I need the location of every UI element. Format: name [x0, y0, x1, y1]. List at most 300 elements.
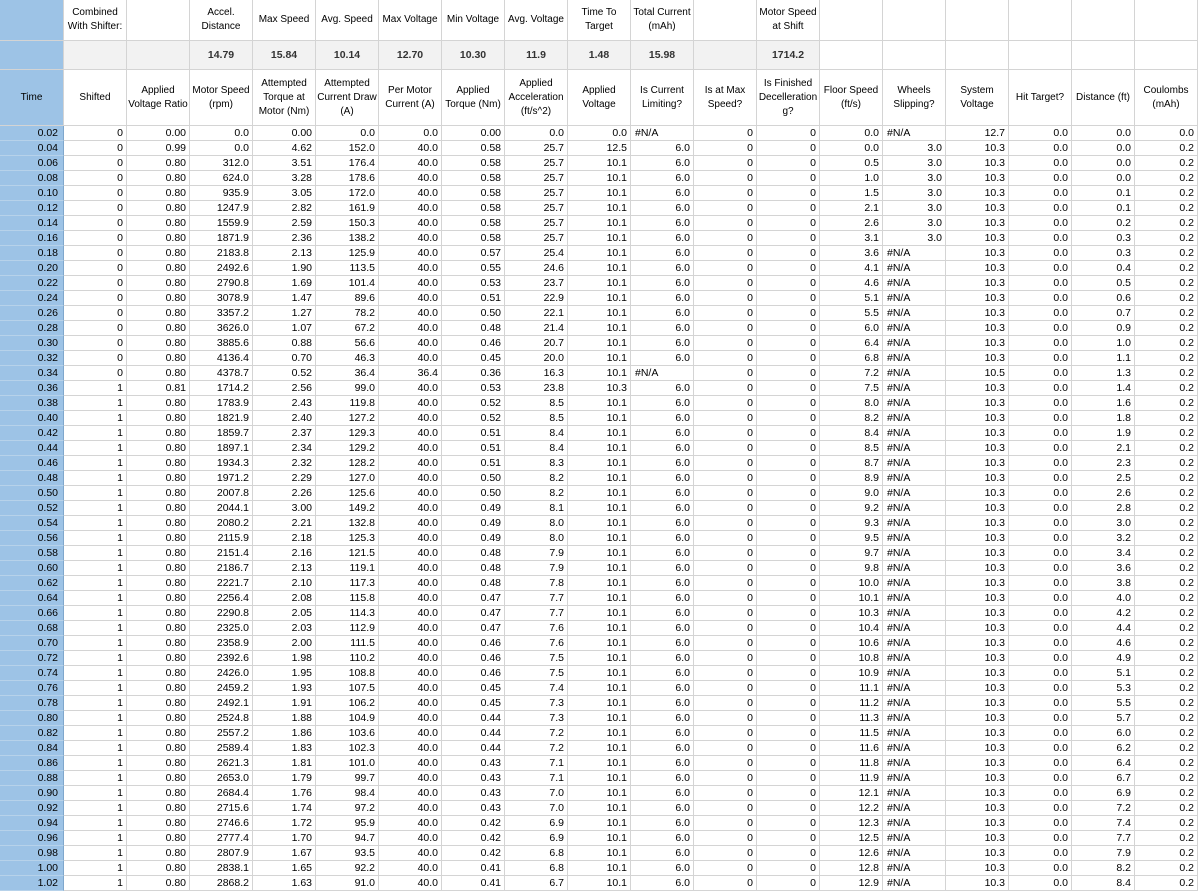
column-header[interactable]: Motor Speed (rpm) [190, 70, 253, 126]
data-cell[interactable]: 0.0 [316, 126, 379, 141]
data-cell[interactable]: 40.0 [379, 546, 442, 561]
time-cell[interactable]: 0.48 [0, 471, 64, 486]
data-cell[interactable]: #N/A [883, 876, 946, 891]
data-cell[interactable]: 40.0 [379, 471, 442, 486]
data-cell[interactable]: 0 [694, 606, 757, 621]
data-cell[interactable]: 25.4 [505, 246, 568, 261]
data-cell[interactable]: 129.2 [316, 441, 379, 456]
data-cell[interactable]: 2.16 [253, 546, 316, 561]
data-cell[interactable]: 0.49 [442, 516, 505, 531]
data-cell[interactable]: 10.1 [568, 741, 631, 756]
empty-cell[interactable] [883, 41, 946, 70]
data-cell[interactable]: 0 [694, 291, 757, 306]
data-cell[interactable]: 0.2 [1135, 591, 1198, 606]
data-cell[interactable]: 0.2 [1135, 861, 1198, 876]
data-cell[interactable]: 0.80 [127, 321, 190, 336]
data-cell[interactable]: 1 [64, 861, 127, 876]
data-cell[interactable]: 0 [694, 771, 757, 786]
data-cell[interactable]: 0 [757, 156, 820, 171]
data-cell[interactable]: 40.0 [379, 426, 442, 441]
data-cell[interactable]: 0.0 [1009, 156, 1072, 171]
data-cell[interactable]: 0.2 [1135, 846, 1198, 861]
empty-cell[interactable] [1072, 41, 1135, 70]
data-cell[interactable]: 8.7 [820, 456, 883, 471]
data-cell[interactable]: 0 [694, 786, 757, 801]
data-cell[interactable]: 1.69 [253, 276, 316, 291]
data-cell[interactable]: 12.5 [568, 141, 631, 156]
data-cell[interactable]: 0.80 [127, 276, 190, 291]
data-cell[interactable]: #N/A [883, 786, 946, 801]
data-cell[interactable]: 6.0 [631, 801, 694, 816]
data-cell[interactable]: #N/A [883, 486, 946, 501]
data-cell[interactable]: 0.2 [1135, 756, 1198, 771]
data-cell[interactable]: 0 [694, 321, 757, 336]
data-cell[interactable]: 99.7 [316, 771, 379, 786]
data-cell[interactable]: 0.50 [442, 306, 505, 321]
data-cell[interactable]: 10.1 [820, 591, 883, 606]
data-cell[interactable]: 0.1 [1072, 186, 1135, 201]
data-cell[interactable]: 23.7 [505, 276, 568, 291]
empty-cell[interactable] [1135, 41, 1198, 70]
data-cell[interactable]: 40.0 [379, 306, 442, 321]
data-cell[interactable]: 8.4 [820, 426, 883, 441]
data-cell[interactable]: 3.0 [883, 201, 946, 216]
data-cell[interactable]: #N/A [883, 411, 946, 426]
data-cell[interactable]: 40.0 [379, 336, 442, 351]
data-cell[interactable]: 0.0 [1009, 831, 1072, 846]
time-cell[interactable]: 1.00 [0, 861, 64, 876]
data-cell[interactable]: 4136.4 [190, 351, 253, 366]
data-cell[interactable]: 0.7 [1072, 306, 1135, 321]
data-cell[interactable]: 1714.2 [190, 381, 253, 396]
data-cell[interactable]: #N/A [883, 621, 946, 636]
data-cell[interactable]: 11.5 [820, 726, 883, 741]
data-cell[interactable]: 10.1 [568, 756, 631, 771]
data-cell[interactable]: 1 [64, 396, 127, 411]
data-cell[interactable]: 129.3 [316, 426, 379, 441]
data-cell[interactable]: 10.3 [946, 171, 1009, 186]
data-cell[interactable]: 12.5 [820, 831, 883, 846]
data-cell[interactable]: 6.0 [631, 681, 694, 696]
data-cell[interactable]: 0.51 [442, 426, 505, 441]
data-cell[interactable]: #N/A [883, 726, 946, 741]
data-cell[interactable]: 0.0 [1009, 231, 1072, 246]
data-cell[interactable]: 0 [757, 126, 820, 141]
data-cell[interactable]: 0 [694, 141, 757, 156]
data-cell[interactable]: 108.8 [316, 666, 379, 681]
data-cell[interactable]: 0.42 [442, 831, 505, 846]
data-cell[interactable]: 25.7 [505, 201, 568, 216]
data-cell[interactable]: 0.42 [442, 816, 505, 831]
data-cell[interactable]: 0.0 [1009, 426, 1072, 441]
data-cell[interactable]: 1 [64, 726, 127, 741]
data-cell[interactable]: 0 [64, 336, 127, 351]
data-cell[interactable]: 0.58 [442, 231, 505, 246]
data-cell[interactable]: 0 [757, 696, 820, 711]
data-cell[interactable]: 40.0 [379, 381, 442, 396]
data-cell[interactable]: 0 [757, 801, 820, 816]
data-cell[interactable]: 16.3 [505, 366, 568, 381]
data-cell[interactable]: 0 [694, 861, 757, 876]
data-cell[interactable]: 6.0 [631, 726, 694, 741]
data-cell[interactable]: 0.2 [1135, 576, 1198, 591]
data-cell[interactable]: 0.53 [442, 276, 505, 291]
data-cell[interactable]: 40.0 [379, 171, 442, 186]
data-cell[interactable]: 0 [694, 876, 757, 891]
data-cell[interactable]: 10.1 [568, 876, 631, 891]
data-cell[interactable]: 0.48 [442, 561, 505, 576]
data-cell[interactable]: 10.9 [820, 666, 883, 681]
data-cell[interactable]: 2.00 [253, 636, 316, 651]
data-cell[interactable]: 6.0 [631, 396, 694, 411]
time-cell[interactable]: 0.44 [0, 441, 64, 456]
data-cell[interactable]: 22.9 [505, 291, 568, 306]
data-cell[interactable]: 10.1 [568, 636, 631, 651]
data-cell[interactable]: 0.52 [253, 366, 316, 381]
data-cell[interactable]: 107.5 [316, 681, 379, 696]
data-cell[interactable]: 1 [64, 606, 127, 621]
data-cell[interactable]: 0 [757, 351, 820, 366]
data-cell[interactable]: 40.0 [379, 666, 442, 681]
data-cell[interactable]: #N/A [883, 501, 946, 516]
data-cell[interactable]: 0.0 [1072, 171, 1135, 186]
data-cell[interactable]: 6.0 [631, 741, 694, 756]
data-cell[interactable]: 10.1 [568, 486, 631, 501]
data-cell[interactable]: 0.80 [127, 306, 190, 321]
data-cell[interactable]: 7.0 [505, 801, 568, 816]
data-cell[interactable]: 3.51 [253, 156, 316, 171]
summary-value[interactable]: 11.9 [505, 41, 568, 70]
data-cell[interactable]: 0.58 [442, 216, 505, 231]
data-cell[interactable]: 0.0 [1009, 201, 1072, 216]
data-cell[interactable]: 10.1 [568, 621, 631, 636]
data-cell[interactable]: 0 [757, 636, 820, 651]
data-cell[interactable]: 6.0 [631, 561, 694, 576]
data-cell[interactable]: 6.0 [631, 696, 694, 711]
data-cell[interactable]: 111.5 [316, 636, 379, 651]
data-cell[interactable]: 10.1 [568, 726, 631, 741]
data-cell[interactable]: 3626.0 [190, 321, 253, 336]
data-cell[interactable]: 5.7 [1072, 711, 1135, 726]
time-cell[interactable]: 0.70 [0, 636, 64, 651]
data-cell[interactable]: 40.0 [379, 681, 442, 696]
data-cell[interactable]: 7.1 [505, 756, 568, 771]
data-cell[interactable]: 0 [694, 156, 757, 171]
time-cell[interactable]: 0.20 [0, 261, 64, 276]
data-cell[interactable]: 110.2 [316, 651, 379, 666]
time-cell[interactable]: 0.94 [0, 816, 64, 831]
data-cell[interactable]: 95.9 [316, 816, 379, 831]
column-header[interactable]: Applied Acceleration (ft/s^2) [505, 70, 568, 126]
data-cell[interactable]: 7.0 [505, 786, 568, 801]
data-cell[interactable]: 6.0 [631, 756, 694, 771]
data-cell[interactable]: 0 [694, 381, 757, 396]
data-cell[interactable]: 0 [757, 306, 820, 321]
column-header[interactable]: Applied Voltage Ratio [127, 70, 190, 126]
data-cell[interactable]: 2524.8 [190, 711, 253, 726]
data-cell[interactable]: 0 [757, 366, 820, 381]
data-cell[interactable]: 10.3 [946, 471, 1009, 486]
data-cell[interactable]: 6.0 [631, 636, 694, 651]
data-cell[interactable]: 2151.4 [190, 546, 253, 561]
summary-value[interactable] [127, 41, 190, 70]
data-cell[interactable]: 6.0 [631, 291, 694, 306]
time-cell[interactable]: 0.82 [0, 726, 64, 741]
data-cell[interactable]: #N/A [883, 351, 946, 366]
data-cell[interactable]: 10.1 [568, 861, 631, 876]
data-cell[interactable]: 178.6 [316, 171, 379, 186]
data-cell[interactable]: 0.41 [442, 861, 505, 876]
data-cell[interactable]: 1 [64, 711, 127, 726]
data-cell[interactable]: 0 [694, 651, 757, 666]
data-cell[interactable]: 2.1 [1072, 441, 1135, 456]
data-cell[interactable]: 0.43 [442, 786, 505, 801]
data-cell[interactable]: 1871.9 [190, 231, 253, 246]
data-cell[interactable]: 1 [64, 591, 127, 606]
data-cell[interactable]: 0 [757, 771, 820, 786]
data-cell[interactable]: 0 [757, 426, 820, 441]
data-cell[interactable]: 0.80 [127, 756, 190, 771]
data-cell[interactable]: 4.9 [1072, 651, 1135, 666]
data-cell[interactable]: 10.3 [946, 276, 1009, 291]
data-cell[interactable]: 0.81 [127, 381, 190, 396]
data-cell[interactable]: 8.4 [505, 441, 568, 456]
data-cell[interactable]: 2.56 [253, 381, 316, 396]
data-cell[interactable]: 0 [694, 171, 757, 186]
data-cell[interactable]: 2.1 [820, 201, 883, 216]
data-cell[interactable]: 0.0 [1009, 141, 1072, 156]
data-cell[interactable]: 0 [757, 456, 820, 471]
data-cell[interactable]: 0 [694, 411, 757, 426]
data-cell[interactable]: 7.2 [505, 741, 568, 756]
data-cell[interactable]: 0.47 [442, 606, 505, 621]
data-cell[interactable]: 7.4 [1072, 816, 1135, 831]
data-cell[interactable]: 3.0 [883, 231, 946, 246]
data-cell[interactable]: 1.74 [253, 801, 316, 816]
data-cell[interactable]: 0.2 [1135, 231, 1198, 246]
data-cell[interactable]: 25.7 [505, 186, 568, 201]
data-cell[interactable]: 1.47 [253, 291, 316, 306]
data-cell[interactable]: 0.0 [1009, 261, 1072, 276]
data-cell[interactable]: 0 [757, 336, 820, 351]
data-cell[interactable]: 6.0 [631, 576, 694, 591]
data-cell[interactable]: 10.8 [820, 651, 883, 666]
data-cell[interactable]: 1 [64, 621, 127, 636]
data-cell[interactable]: 0.2 [1135, 366, 1198, 381]
data-cell[interactable]: 0.00 [253, 126, 316, 141]
data-cell[interactable]: 25.7 [505, 171, 568, 186]
data-cell[interactable]: 0.2 [1135, 561, 1198, 576]
data-cell[interactable]: 12.1 [820, 786, 883, 801]
time-cell[interactable]: 0.30 [0, 336, 64, 351]
data-cell[interactable]: 2.6 [1072, 486, 1135, 501]
time-cell[interactable]: 0.28 [0, 321, 64, 336]
data-cell[interactable]: 10.3 [946, 726, 1009, 741]
data-cell[interactable]: 10.3 [946, 486, 1009, 501]
data-cell[interactable]: 1821.9 [190, 411, 253, 426]
data-cell[interactable]: 6.0 [631, 846, 694, 861]
data-cell[interactable]: 1.86 [253, 726, 316, 741]
data-cell[interactable]: 0.2 [1135, 456, 1198, 471]
data-cell[interactable]: 6.0 [631, 441, 694, 456]
data-cell[interactable]: 3.0 [883, 156, 946, 171]
data-cell[interactable]: 152.0 [316, 141, 379, 156]
data-cell[interactable]: 0 [757, 606, 820, 621]
time-cell[interactable]: 0.54 [0, 516, 64, 531]
data-cell[interactable]: 0.45 [442, 696, 505, 711]
data-cell[interactable]: 0.2 [1135, 336, 1198, 351]
data-cell[interactable]: 10.3 [946, 306, 1009, 321]
data-cell[interactable]: 2221.7 [190, 576, 253, 591]
data-cell[interactable]: 2.36 [253, 231, 316, 246]
data-cell[interactable]: 2684.4 [190, 786, 253, 801]
data-cell[interactable]: 0.80 [127, 621, 190, 636]
data-cell[interactable]: 10.0 [820, 576, 883, 591]
data-cell[interactable]: 0.47 [442, 591, 505, 606]
data-cell[interactable]: 10.1 [568, 501, 631, 516]
data-cell[interactable]: 0.43 [442, 756, 505, 771]
data-cell[interactable]: 40.0 [379, 156, 442, 171]
data-cell[interactable]: 0 [64, 276, 127, 291]
data-cell[interactable]: 0 [757, 411, 820, 426]
data-cell[interactable]: #N/A [883, 771, 946, 786]
data-cell[interactable]: 10.3 [946, 291, 1009, 306]
data-cell[interactable]: 0 [757, 276, 820, 291]
data-cell[interactable]: 2.05 [253, 606, 316, 621]
data-cell[interactable]: 1934.3 [190, 456, 253, 471]
data-cell[interactable]: #N/A [883, 126, 946, 141]
data-cell[interactable]: 8.2 [820, 411, 883, 426]
data-cell[interactable]: 0.3 [1072, 231, 1135, 246]
data-cell[interactable]: 0 [757, 321, 820, 336]
data-cell[interactable]: 2838.1 [190, 861, 253, 876]
data-cell[interactable]: 0.0 [1009, 561, 1072, 576]
data-cell[interactable]: #N/A [883, 711, 946, 726]
time-cell[interactable]: 0.58 [0, 546, 64, 561]
data-cell[interactable]: 1.95 [253, 666, 316, 681]
data-cell[interactable]: 8.0 [505, 516, 568, 531]
data-cell[interactable]: 7.2 [505, 726, 568, 741]
data-cell[interactable]: 0.0 [1072, 156, 1135, 171]
data-cell[interactable]: 0.4 [1072, 261, 1135, 276]
data-cell[interactable]: #N/A [883, 291, 946, 306]
data-cell[interactable]: 6.0 [631, 471, 694, 486]
data-cell[interactable]: 1783.9 [190, 396, 253, 411]
data-cell[interactable]: 40.0 [379, 531, 442, 546]
data-cell[interactable]: 10.3 [946, 621, 1009, 636]
data-cell[interactable]: 0 [694, 396, 757, 411]
data-cell[interactable]: 0.80 [127, 231, 190, 246]
data-cell[interactable]: 7.3 [505, 696, 568, 711]
data-cell[interactable]: 0 [757, 501, 820, 516]
data-cell[interactable]: 1.93 [253, 681, 316, 696]
data-cell[interactable]: 2007.8 [190, 486, 253, 501]
data-cell[interactable]: 0.43 [442, 801, 505, 816]
data-cell[interactable]: 0 [757, 486, 820, 501]
data-cell[interactable]: 0.80 [127, 681, 190, 696]
data-cell[interactable]: 25.7 [505, 231, 568, 246]
data-cell[interactable]: 10.1 [568, 576, 631, 591]
summary-value[interactable]: 14.79 [190, 41, 253, 70]
data-cell[interactable]: 7.5 [820, 381, 883, 396]
column-header[interactable]: Coulombs (mAh) [1135, 70, 1198, 126]
data-cell[interactable]: 10.3 [946, 231, 1009, 246]
summary-value[interactable] [694, 41, 757, 70]
data-cell[interactable]: 10.1 [568, 666, 631, 681]
data-cell[interactable]: 0.80 [127, 186, 190, 201]
data-cell[interactable]: 21.4 [505, 321, 568, 336]
data-cell[interactable]: 0.2 [1135, 816, 1198, 831]
data-cell[interactable]: 0.80 [127, 606, 190, 621]
data-cell[interactable]: 0 [64, 351, 127, 366]
data-cell[interactable]: 40.0 [379, 846, 442, 861]
data-cell[interactable]: 138.2 [316, 231, 379, 246]
data-cell[interactable]: 0.51 [442, 456, 505, 471]
data-cell[interactable]: 0.80 [127, 471, 190, 486]
data-cell[interactable]: 104.9 [316, 711, 379, 726]
data-cell[interactable]: 0 [694, 441, 757, 456]
data-cell[interactable]: 0.80 [127, 876, 190, 891]
data-cell[interactable]: 0.44 [442, 741, 505, 756]
data-cell[interactable]: 2.82 [253, 201, 316, 216]
data-cell[interactable]: 2080.2 [190, 516, 253, 531]
data-cell[interactable]: 91.0 [316, 876, 379, 891]
data-cell[interactable]: 7.7 [505, 606, 568, 621]
summary-value[interactable]: 12.70 [379, 41, 442, 70]
time-cell[interactable]: 0.24 [0, 291, 64, 306]
data-cell[interactable]: 1 [64, 831, 127, 846]
data-cell[interactable]: 0 [757, 711, 820, 726]
data-cell[interactable]: 0.0 [1009, 186, 1072, 201]
data-cell[interactable]: 1 [64, 456, 127, 471]
data-cell[interactable]: 10.3 [946, 786, 1009, 801]
data-cell[interactable]: 0 [694, 426, 757, 441]
data-cell[interactable]: 3.0 [883, 141, 946, 156]
data-cell[interactable]: 1.90 [253, 261, 316, 276]
data-cell[interactable]: 2777.4 [190, 831, 253, 846]
data-cell[interactable]: 10.1 [568, 696, 631, 711]
data-cell[interactable]: 6.0 [631, 426, 694, 441]
data-cell[interactable]: 0.0 [1009, 276, 1072, 291]
data-cell[interactable]: 40.0 [379, 216, 442, 231]
column-header[interactable]: Applied Torque (Nm) [442, 70, 505, 126]
time-cell[interactable]: 0.60 [0, 561, 64, 576]
data-cell[interactable]: 11.8 [820, 756, 883, 771]
data-cell[interactable]: 0.58 [442, 156, 505, 171]
data-cell[interactable]: 0.55 [442, 261, 505, 276]
data-cell[interactable]: 0.46 [442, 336, 505, 351]
time-cell[interactable]: 0.38 [0, 396, 64, 411]
data-cell[interactable]: 0.00 [127, 126, 190, 141]
data-cell[interactable]: 2715.6 [190, 801, 253, 816]
data-cell[interactable]: 6.0 [631, 516, 694, 531]
data-cell[interactable]: 1 [64, 516, 127, 531]
data-cell[interactable]: 10.1 [568, 351, 631, 366]
data-cell[interactable]: 0.2 [1135, 606, 1198, 621]
data-cell[interactable]: 5.1 [820, 291, 883, 306]
data-cell[interactable]: 10.3 [946, 351, 1009, 366]
data-cell[interactable]: 1.27 [253, 306, 316, 321]
data-cell[interactable]: 0.80 [127, 846, 190, 861]
data-cell[interactable]: 10.3 [946, 201, 1009, 216]
time-cell[interactable]: 0.78 [0, 696, 64, 711]
data-cell[interactable]: 0.2 [1135, 381, 1198, 396]
time-cell[interactable]: 0.42 [0, 426, 64, 441]
data-cell[interactable]: 1 [64, 651, 127, 666]
data-cell[interactable]: 0 [694, 741, 757, 756]
summary-value[interactable]: 15.84 [253, 41, 316, 70]
data-cell[interactable]: 8.5 [505, 396, 568, 411]
